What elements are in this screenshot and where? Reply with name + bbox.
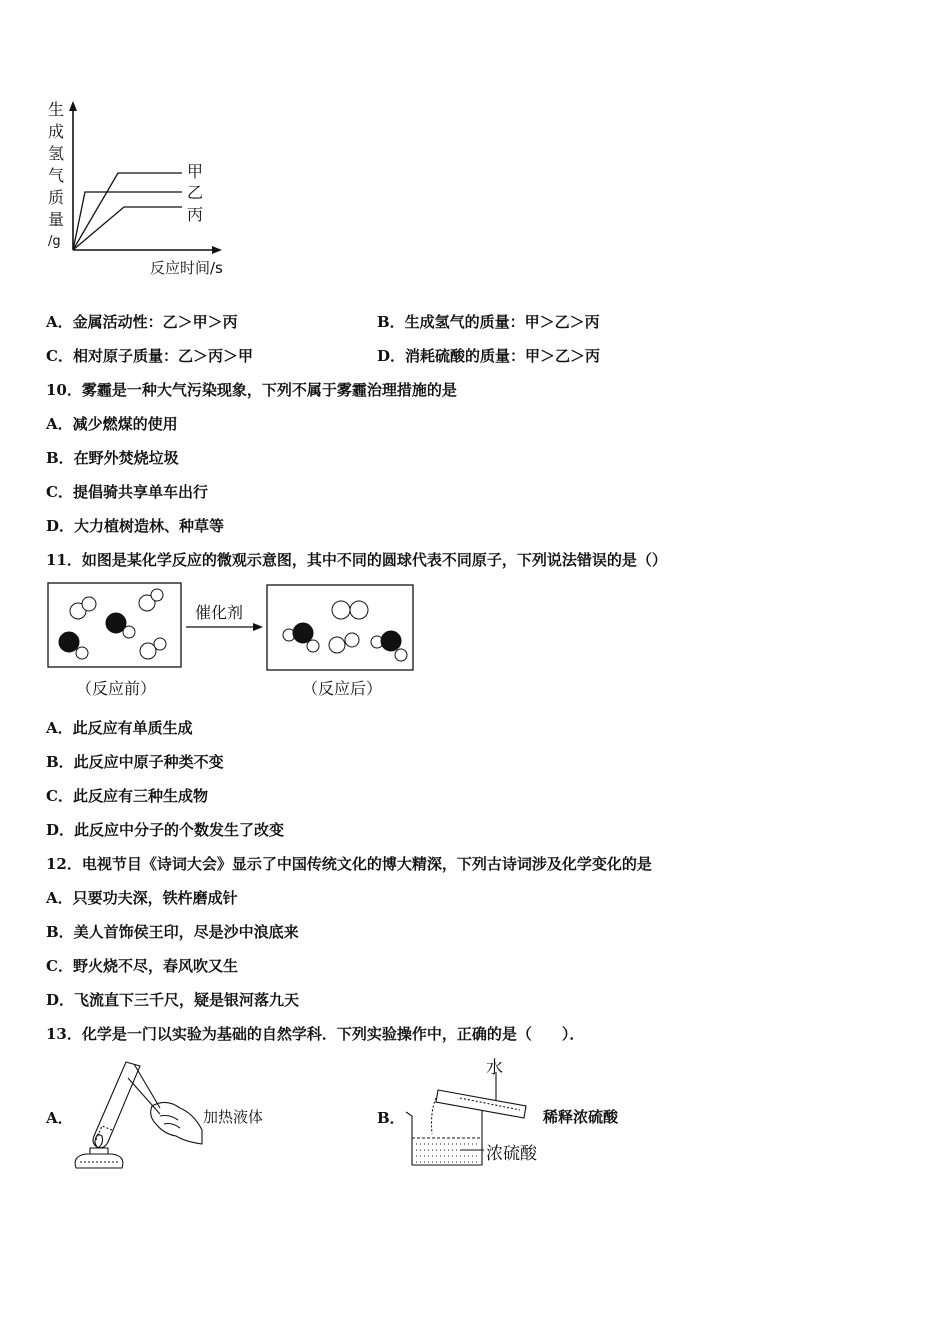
alcohol-lamp: [75, 1154, 123, 1168]
after-box: [267, 585, 413, 670]
hand: [151, 1102, 202, 1144]
q11-stem: 11．如图是某化学反应的微观示意图，其中不同的圆球代表不同原子，下列说法错误的是（）: [46, 551, 667, 569]
q11-option-b[interactable]: B．此反应中原子种类不变: [46, 753, 224, 771]
q12-option-c[interactable]: C．野火烧不尽，春风吹又生: [46, 957, 238, 975]
after-label: （反应后）: [302, 679, 383, 698]
series-label-yi: 乙: [187, 183, 204, 202]
water-stream: [432, 1098, 437, 1134]
reaction-diagram: [44, 578, 424, 703]
q12-option-a[interactable]: A．只要功夫深，铁杵磨成针: [46, 889, 238, 907]
series-label-bing: 丙: [187, 205, 204, 224]
atom-white: [151, 589, 163, 601]
reaction-arrow-head: [253, 623, 263, 631]
y-axis-char: 量: [48, 210, 65, 229]
atom-black: [59, 632, 79, 652]
series-line-bing: [73, 207, 182, 250]
q10-option-a[interactable]: A．减少燃煤的使用: [46, 415, 178, 433]
tube-holder: [134, 1064, 160, 1108]
q11-option-c[interactable]: C．此反应有三种生成物: [46, 787, 208, 805]
q12-option-d[interactable]: D．飞流直下三千尺，疑是银河落九天: [46, 991, 300, 1009]
atom-white: [345, 633, 359, 647]
q13-stem: 13．化学是一门以实验为基础的自然学科．下列实验操作中，正确的是（ ）．: [46, 1025, 585, 1043]
hand-fingers: [160, 1116, 180, 1129]
q13-option-b-caption: 稀释浓硫酸: [543, 1108, 619, 1126]
q9-option-d[interactable]: D．消耗硫酸的质量：甲＞乙＞丙: [377, 347, 601, 365]
q9-option-b[interactable]: B．生成氢气的质量：甲＞乙＞丙: [377, 313, 600, 331]
q11-option-a[interactable]: A．此反应有单质生成: [46, 719, 193, 737]
atom-white: [395, 649, 407, 661]
q12-option-b[interactable]: B．美人首饰侯王印，尽是沙中浪底来: [46, 923, 299, 941]
y-axis-char: 气: [48, 166, 65, 185]
q10-stem: 10．雾霾是一种大气污染现象，下列不属于雾霾治理措施的是: [46, 381, 457, 399]
q13-option-b-letter[interactable]: B．: [377, 1109, 405, 1127]
q13-option-a-caption: 加热液体: [203, 1108, 264, 1126]
atom-white: [82, 597, 96, 611]
y-axis-arrow: [69, 101, 77, 111]
q12-stem: 12．电视节目《诗词大会》显示了中国传统文化的博大精深，下列古诗词涉及化学变化的是: [46, 855, 652, 873]
tube-holder-arm: [128, 1078, 160, 1114]
y-axis-char: 质: [48, 188, 65, 207]
atom-black: [381, 631, 401, 651]
atom-black: [293, 623, 313, 643]
q9-option-c[interactable]: C．相对原子质量：乙＞丙＞甲: [46, 347, 253, 365]
q13-water-label: 水: [486, 1058, 503, 1078]
series-label-jia: 甲: [187, 162, 204, 181]
before-label: （反应前）: [76, 679, 157, 698]
q11-option-d[interactable]: D．此反应中分子的个数发生了改变: [46, 821, 285, 839]
x-axis-arrow: [212, 246, 222, 254]
lamp-wick-holder: [90, 1148, 108, 1154]
atom-white: [332, 601, 350, 619]
y-axis-char: 成: [48, 122, 65, 141]
q10-option-b[interactable]: B．在野外焚烧垃圾: [46, 449, 179, 467]
atom-white: [140, 643, 156, 659]
atom-white: [329, 637, 345, 653]
series-line-jia: [73, 173, 182, 250]
y-axis-unit: /g: [48, 234, 61, 249]
q10-option-d[interactable]: D．大力植树造林、种草等: [46, 517, 225, 535]
heating-liquid-illustration: [68, 1056, 208, 1171]
catalyst-label: 催化剂: [195, 603, 244, 622]
q9-option-a[interactable]: A．金属活动性：乙＞甲＞丙: [46, 313, 238, 331]
q13-acid-label: 浓硫酸: [486, 1144, 537, 1164]
q10-option-c[interactable]: C．提倡骑共享单车出行: [46, 483, 208, 501]
q13-option-a-letter[interactable]: A．: [46, 1109, 73, 1127]
atom-white: [123, 626, 135, 638]
atom-white: [154, 638, 166, 650]
pouring-cylinder: [436, 1090, 526, 1118]
y-axis-char: 氢: [48, 144, 65, 163]
atom-white: [350, 601, 368, 619]
flame: [95, 1134, 103, 1148]
atom-white: [307, 640, 319, 652]
y-axis-char: 生: [48, 100, 65, 119]
hydrogen-mass-graph: [40, 95, 240, 280]
x-axis-label: 反应时间/s: [150, 259, 223, 277]
atom-white: [76, 647, 88, 659]
